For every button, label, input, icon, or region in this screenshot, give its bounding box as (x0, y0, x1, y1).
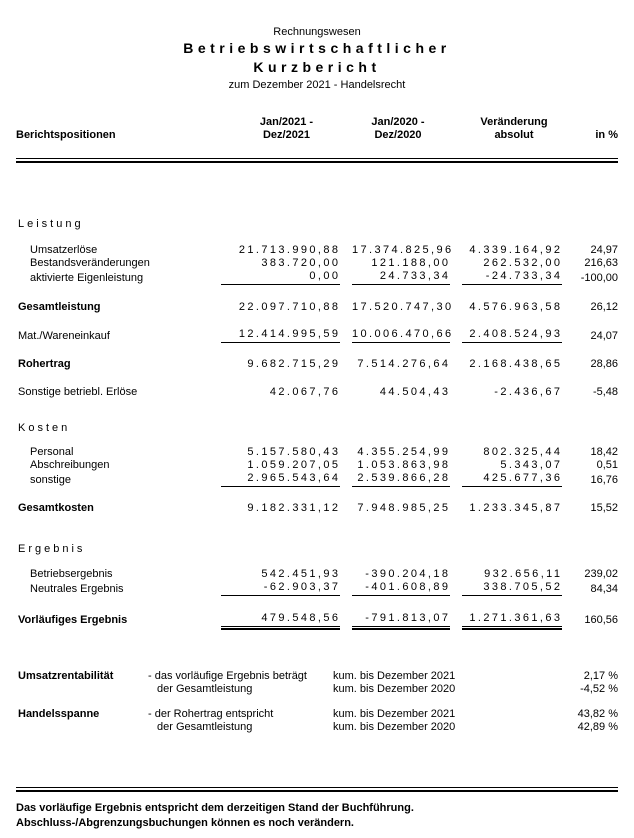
table-row (16, 270, 618, 285)
change-line2: absolut (494, 129, 534, 141)
col-header-percent: in % (595, 129, 618, 141)
cell-prior (338, 285, 454, 314)
cell-percent (560, 270, 618, 285)
value-current: 1.059.207,05 (247, 459, 341, 471)
ratio-desc-line1: - der Rohertrag entspricht (148, 708, 274, 720)
footer-note (16, 801, 618, 831)
cell-current (207, 270, 341, 285)
change-line1: Veränderung (480, 116, 548, 128)
ratio-periods (333, 670, 490, 696)
value-change: 4.576.963,58 (469, 301, 563, 313)
value-current: 21.713.990,88 (238, 244, 341, 256)
row-label: Sonstige betriebl. Erlöse (18, 386, 138, 398)
value-change: 932.656,11 (484, 568, 563, 580)
value-current: 42.067,76 (269, 386, 341, 398)
cell-change (448, 371, 563, 399)
ratio-desc-line2: der Gesamtleistung (157, 721, 253, 733)
value-current: 0,00 (221, 270, 340, 285)
value-percent: 18,42 (590, 446, 619, 458)
footer-note-line1: Das vorläufige Ergebnis entspricht dem derzeitigen Stand der Buchführung. (16, 802, 414, 814)
cell-prior (338, 487, 451, 515)
cell-current (207, 285, 341, 314)
cell-prior (338, 371, 451, 399)
value-current: 9.682.715,29 (247, 358, 341, 370)
value-change: 262.532,00 (483, 257, 563, 269)
value-prior: 24.733,34 (352, 270, 450, 285)
cell-percent (560, 487, 618, 515)
ratio-handelsspanne (16, 708, 618, 734)
value-current: 383.720,00 (261, 257, 341, 269)
value-current: 22.097.710,88 (238, 301, 341, 313)
period-prior-line2: Dez/2020 (374, 129, 422, 141)
table-row (16, 472, 618, 487)
ratio-desc-line1: - das vorläufige Ergebnis beträgt (148, 670, 307, 682)
cell-current (207, 343, 341, 371)
table-row (16, 314, 618, 343)
report-department: Rechnungswesen (273, 26, 361, 38)
ratio-period-line1: kum. bis Dezember 2021 (333, 670, 456, 682)
cell-change (448, 596, 563, 633)
cell-percent (560, 556, 618, 581)
ratio-values (490, 670, 618, 696)
cell-percent (560, 371, 618, 399)
ratios-block (16, 670, 618, 734)
value-current: 12.414.995,59 (221, 328, 340, 343)
cell-prior (338, 459, 451, 472)
value-percent: 84,34 (590, 583, 619, 595)
value-prior: -401.608,89 (352, 581, 450, 596)
cell-prior (338, 270, 451, 285)
cell-current (207, 257, 341, 270)
value-change: 2.408.524,93 (462, 328, 562, 343)
value-prior: 17.520.747,30 (352, 301, 454, 313)
cell-percent (560, 581, 618, 596)
period-current-line2: Dez/2021 (262, 129, 311, 141)
report-header (16, 26, 618, 92)
value-percent: 26,12 (590, 301, 619, 313)
value-prior: 7.514.276,64 (357, 358, 451, 370)
cell-change (448, 231, 563, 257)
cell-current (207, 459, 341, 472)
row-label: aktivierte Eigenleistung (30, 272, 144, 284)
cell-change (448, 556, 563, 581)
cell-current (207, 596, 341, 633)
section-row-ergebnis (16, 515, 618, 556)
total-row-vorlaeufiges-ergebnis (16, 596, 618, 633)
value-prior: 17.374.825,96 (352, 244, 454, 256)
value-percent: 0,51 (596, 459, 619, 471)
value-prior: 2.539.866,28 (352, 472, 450, 487)
report-title-line2: Kurzbericht (253, 59, 381, 75)
value-prior: 4.355.254,99 (357, 446, 451, 458)
cell-current (207, 371, 341, 399)
section-row-kosten (16, 399, 618, 435)
footer-separator-rule (16, 787, 618, 792)
ratio-periods (333, 708, 490, 734)
row-label: Mat./Wareneinkauf (18, 330, 110, 342)
col-header-positions: Berichtspositionen (16, 129, 116, 141)
col-header-period-prior (338, 116, 448, 142)
cell-prior (338, 343, 451, 371)
value-change: 1.233.345,87 (469, 502, 563, 514)
value-change: -2.436,67 (494, 386, 563, 398)
value-percent: -100,00 (580, 272, 619, 284)
ratio-value-line1: 43,82 % (577, 708, 618, 720)
cell-change (448, 285, 563, 314)
period-current-line1: Jan/2021 - (259, 116, 314, 128)
value-current: 2.965.543,64 (221, 472, 340, 487)
cell-change (448, 581, 563, 596)
col-header-period-current (207, 116, 338, 142)
cell-change (448, 435, 563, 459)
ratio-description (148, 708, 333, 734)
ratio-value-line2: 42,89 % (577, 721, 618, 733)
value-prior: 44.504,43 (379, 386, 451, 398)
row-label: Gesamtkosten (18, 502, 94, 514)
cell-change (448, 270, 563, 285)
cell-current (207, 556, 341, 581)
value-percent: 160,56 (584, 614, 619, 626)
cell-percent (560, 257, 618, 270)
value-percent: 16,76 (590, 474, 619, 486)
table-row (16, 371, 618, 399)
value-prior: -791.813,07 (352, 612, 450, 627)
ratio-description (148, 670, 333, 696)
cell-percent (560, 435, 618, 459)
cell-prior (338, 581, 451, 596)
table-row (16, 459, 618, 472)
row-label: Bestandsveränderungen (30, 257, 150, 269)
value-current: -62.903,37 (221, 581, 340, 596)
cell-prior (338, 314, 454, 343)
value-percent: -5,48 (592, 386, 619, 398)
footer-note-line2: Abschluss-/Abgrenzungsbuchungen können es noch verändern. (16, 817, 354, 829)
table-row (16, 556, 618, 581)
total-row-gesamtkosten (16, 487, 618, 515)
cell-change (448, 343, 563, 371)
cell-percent (560, 596, 618, 633)
value-current: 479.548,56 (221, 612, 340, 627)
cell-prior (338, 435, 451, 459)
period-prior-line1: Jan/2020 - (371, 116, 425, 128)
row-label: Umsatzerlöse (30, 244, 98, 256)
cell-current (207, 231, 341, 257)
report-title-line1: Betriebswirtschaftlicher (183, 40, 451, 56)
value-change: 5.343,07 (500, 459, 563, 471)
cell-prior (338, 231, 454, 257)
ratio-period-line2: kum. bis Dezember 2020 (333, 683, 456, 695)
report-table (16, 163, 618, 633)
col-header-change (448, 116, 560, 142)
ratio-period-line2: kum. bis Dezember 2020 (333, 721, 456, 733)
table-row (16, 435, 618, 459)
ratio-desc-line2: der Gesamtleistung (157, 683, 253, 695)
column-header-row (16, 116, 618, 142)
section-title: Kosten (18, 422, 71, 434)
cell-prior (338, 472, 451, 487)
value-prior: 121.188,00 (371, 257, 451, 269)
cell-percent (560, 472, 618, 487)
value-change: 338.705,52 (462, 581, 562, 596)
ratio-label: Umsatzrentabilität (18, 670, 114, 682)
table-row (16, 581, 618, 596)
value-prior: 10.006.470,66 (352, 328, 450, 343)
row-label: Neutrales Ergebnis (30, 583, 124, 595)
cell-prior (338, 257, 451, 270)
cell-percent (560, 231, 618, 257)
value-change: 425.677,36 (462, 472, 562, 487)
value-change: 1.271.361,63 (462, 612, 562, 627)
row-label: Abschreibungen (30, 459, 110, 471)
cell-change (448, 472, 563, 487)
section-title: Ergebnis (18, 543, 86, 555)
row-label: Rohertrag (18, 358, 71, 370)
table-row (16, 257, 618, 270)
value-percent: 216,63 (584, 257, 619, 269)
cell-change (448, 314, 563, 343)
section-title: Leistung (18, 218, 84, 230)
cell-current (207, 487, 341, 515)
value-change: -24.733,34 (462, 270, 562, 285)
cell-current (207, 314, 341, 343)
cell-change (448, 257, 563, 270)
value-current: 5.157.580,43 (247, 446, 341, 458)
value-prior: 7.948.985,25 (357, 502, 451, 514)
value-percent: 239,02 (584, 568, 619, 580)
ratio-period-line1: kum. bis Dezember 2021 (333, 708, 456, 720)
value-percent: 24,97 (590, 244, 619, 256)
total-row-rohertrag (16, 343, 618, 371)
value-prior: -390.204,18 (365, 568, 451, 580)
row-label: Betriebsergebnis (30, 568, 113, 580)
ratio-value-line2: -4,52 % (580, 683, 618, 695)
value-change: 2.168.438,65 (469, 358, 563, 370)
value-current: 9.182.331,12 (247, 502, 341, 514)
ratio-value-line1: 2,17 % (583, 670, 618, 682)
value-percent: 15,52 (590, 502, 619, 514)
cell-change (448, 459, 563, 472)
value-percent: 24,07 (590, 330, 619, 342)
ratio-values (490, 708, 618, 734)
row-label: sonstige (30, 474, 71, 486)
value-prior: 1.053.863,98 (357, 459, 451, 471)
cell-percent (560, 285, 618, 314)
cell-percent (560, 343, 618, 371)
value-change: 4.339.164,92 (469, 244, 563, 256)
column-header-table (16, 116, 618, 142)
ratio-label: Handelsspanne (18, 708, 100, 720)
cell-prior (338, 556, 451, 581)
cell-current (207, 581, 341, 596)
cell-current (207, 435, 341, 459)
section-row-leistung (16, 163, 618, 231)
table-row (16, 231, 618, 257)
cell-percent (560, 314, 618, 343)
cell-current (207, 472, 341, 487)
cell-percent (560, 459, 618, 472)
value-current: 542.451,93 (261, 568, 341, 580)
report-subtitle: zum Dezember 2021 - Handelsrecht (228, 79, 406, 91)
total-row-gesamtleistung (16, 285, 618, 314)
value-percent: 28,86 (590, 358, 619, 370)
row-label: Gesamtleistung (18, 301, 101, 313)
value-change: 802.325,44 (483, 446, 563, 458)
row-label: Personal (30, 446, 74, 458)
cell-prior (338, 596, 451, 633)
row-label: Vorläufiges Ergebnis (18, 614, 128, 626)
cell-change (448, 487, 563, 515)
ratio-umsatzrentabilitaet (16, 670, 618, 696)
